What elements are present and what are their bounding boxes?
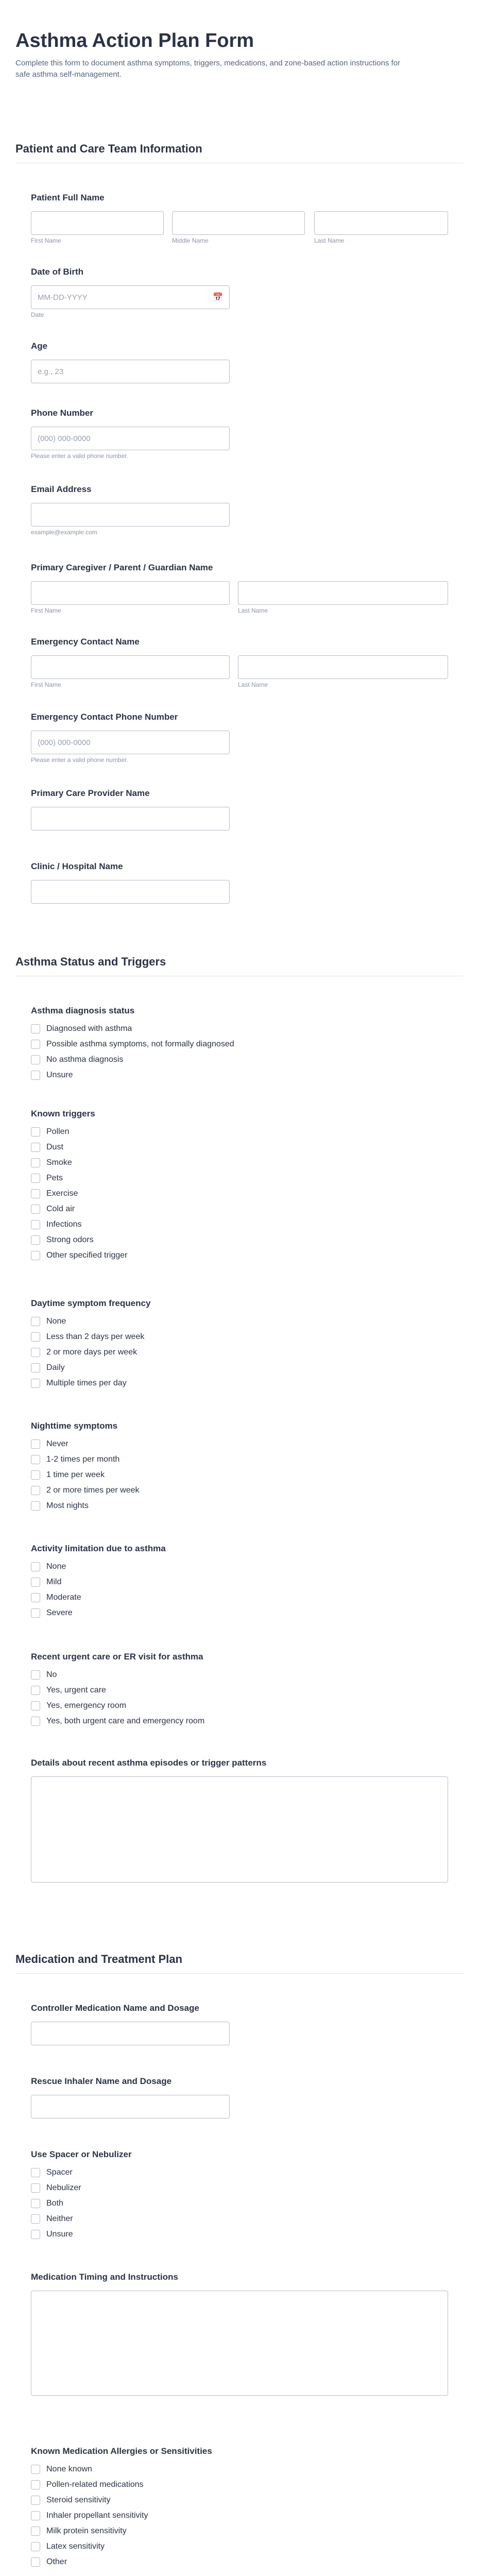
diagnosis-label: Asthma diagnosis status bbox=[31, 1006, 135, 1015]
details-textarea[interactable] bbox=[31, 1776, 448, 1883]
checkbox[interactable] bbox=[31, 1455, 40, 1464]
checkbox[interactable] bbox=[31, 1363, 40, 1372]
checkbox[interactable] bbox=[31, 1174, 40, 1183]
section-patient-title: Patient and Care Team Information bbox=[15, 142, 202, 155]
checkbox[interactable] bbox=[31, 1235, 40, 1245]
checkbox-option-label: 2 or more days per week bbox=[46, 1348, 138, 1357]
checkbox[interactable] bbox=[31, 1040, 40, 1049]
checkbox[interactable] bbox=[31, 2557, 40, 2567]
checkbox-option[interactable] bbox=[31, 2214, 73, 2224]
checkbox-option-label: No asthma diagnosis bbox=[46, 1055, 124, 1064]
checkbox-option[interactable] bbox=[31, 1470, 105, 1480]
timing-textarea[interactable] bbox=[31, 2291, 448, 2396]
calendar-icon[interactable]: 📅 bbox=[213, 293, 223, 302]
checkbox-option[interactable] bbox=[31, 1348, 137, 1357]
checkbox[interactable] bbox=[31, 2199, 40, 2208]
checkbox-option[interactable] bbox=[31, 1578, 61, 1587]
first-name-input[interactable] bbox=[31, 211, 164, 235]
checkbox-option[interactable] bbox=[31, 2496, 111, 2505]
checkbox-option-label: Inhaler propellant sensitivity bbox=[46, 2511, 148, 2520]
checkbox[interactable] bbox=[31, 1317, 40, 1326]
dob-input[interactable] bbox=[31, 285, 230, 309]
checkbox-option-label: None bbox=[46, 1562, 66, 1571]
checkbox-option-label: Moderate bbox=[46, 1593, 81, 1602]
checkbox-option[interactable] bbox=[31, 1686, 106, 1695]
checkbox[interactable] bbox=[31, 1024, 40, 1033]
checkbox[interactable] bbox=[31, 2465, 40, 2474]
caregiver-last-sublabel: Last Name bbox=[238, 607, 268, 614]
caregiver-first-sublabel: First Name bbox=[31, 607, 61, 614]
section-divider bbox=[15, 1973, 464, 1974]
emergency-last-input[interactable] bbox=[238, 655, 448, 679]
email-help: example@example.com bbox=[31, 529, 97, 536]
middle-name-input[interactable] bbox=[172, 211, 305, 235]
checkbox[interactable] bbox=[31, 2511, 40, 2520]
checkbox-option-label: Yes, both urgent care and emergency room bbox=[46, 1717, 205, 1725]
checkbox-option[interactable] bbox=[31, 1040, 234, 1049]
checkbox[interactable] bbox=[31, 1143, 40, 1152]
checkbox[interactable] bbox=[31, 2183, 40, 2193]
middle-name-sublabel: Middle Name bbox=[172, 237, 209, 244]
checkbox-option[interactable] bbox=[31, 1379, 127, 1388]
checkbox[interactable] bbox=[31, 1127, 40, 1137]
checkbox-option[interactable] bbox=[31, 1439, 69, 1449]
checkbox-option-label: Infections bbox=[46, 1220, 82, 1229]
checkbox[interactable] bbox=[31, 2214, 40, 2224]
emergency-last-sublabel: Last Name bbox=[238, 681, 268, 688]
checkbox-option-label: Pollen bbox=[46, 1127, 70, 1136]
emergency-first-sublabel: First Name bbox=[31, 681, 61, 688]
checkbox[interactable] bbox=[31, 1608, 40, 1618]
checkbox[interactable] bbox=[31, 1470, 40, 1480]
checkbox-option[interactable] bbox=[31, 2542, 105, 2551]
checkbox-option[interactable] bbox=[31, 1670, 57, 1680]
checkbox-option[interactable] bbox=[31, 1501, 89, 1511]
phone-help: Please enter a valid phone number. bbox=[31, 452, 128, 460]
checkbox[interactable] bbox=[31, 2542, 40, 2551]
checkbox-option-label: Spacer bbox=[46, 2168, 73, 2177]
caregiver-label: Primary Caregiver / Parent / Guardian Name bbox=[31, 563, 213, 572]
checkbox[interactable] bbox=[31, 2168, 40, 2177]
checkbox-option[interactable] bbox=[31, 1158, 72, 1167]
last-name-sublabel: Last Name bbox=[314, 237, 345, 244]
checkbox-option-label: Severe bbox=[46, 1608, 73, 1617]
checkbox-option-label: Steroid sensitivity bbox=[46, 2496, 111, 2504]
checkbox-option[interactable] bbox=[31, 1220, 81, 1229]
checkbox[interactable] bbox=[31, 1439, 40, 1449]
age-input[interactable]: e.g., 23 bbox=[31, 360, 230, 383]
checkbox-option[interactable] bbox=[31, 1174, 63, 1183]
controller-label: Controller Medication Name and Dosage bbox=[31, 2003, 199, 2013]
checkbox[interactable] bbox=[31, 1701, 40, 1710]
checkbox-option-label: 1-2 times per month bbox=[46, 1455, 120, 1464]
emergency-name-label: Emergency Contact Name bbox=[31, 637, 140, 647]
timing-label: Medication Timing and Instructions bbox=[31, 2272, 178, 2282]
checkbox-option-label: Yes, emergency room bbox=[46, 1701, 127, 1710]
emergency-first-input[interactable] bbox=[31, 655, 230, 679]
checkbox-option[interactable] bbox=[31, 2527, 127, 2536]
checkbox-option[interactable] bbox=[31, 2168, 73, 2177]
checkbox-option-label: Unsure bbox=[46, 1071, 73, 1079]
checkbox-option-label: Milk protein sensitivity bbox=[46, 2527, 127, 2535]
checkbox[interactable] bbox=[31, 1071, 40, 1080]
caregiver-last-input[interactable] bbox=[238, 581, 448, 605]
checkbox-option-label: Most nights bbox=[46, 1501, 89, 1510]
checkbox-option[interactable] bbox=[31, 1332, 144, 1342]
emergency-phone-help: Please enter a valid phone number. bbox=[31, 756, 128, 764]
email-label: Email Address bbox=[31, 484, 92, 494]
checkbox-option-label: 1 time per week bbox=[46, 1470, 105, 1479]
checkbox-option[interactable] bbox=[31, 1608, 73, 1618]
phone-input[interactable]: (000) 000-0000 bbox=[31, 427, 230, 450]
caregiver-first-input[interactable] bbox=[31, 581, 230, 605]
checkbox-option-label: Pollen-related medications bbox=[46, 2480, 144, 2489]
checkbox[interactable] bbox=[31, 1562, 40, 1571]
checkbox-option[interactable] bbox=[31, 1317, 66, 1326]
nighttime-label: Nighttime symptoms bbox=[31, 1421, 118, 1431]
checkbox[interactable] bbox=[31, 1670, 40, 1680]
checkbox-option-label: Yes, urgent care bbox=[46, 1686, 106, 1694]
rescue-input[interactable] bbox=[31, 2095, 230, 2119]
last-name-input[interactable] bbox=[314, 211, 448, 235]
checkbox[interactable] bbox=[31, 1251, 40, 1260]
form-description: Complete this form to document asthma symptoms, triggers, medications, and zone-based action instructions for safe asthma self-management. bbox=[15, 59, 401, 79]
checkbox-option-label: Unsure bbox=[46, 2230, 73, 2239]
provider-label: Primary Care Provider Name bbox=[31, 788, 150, 798]
checkbox[interactable] bbox=[31, 1501, 40, 1511]
checkbox-option-label: Less than 2 days per week bbox=[46, 1332, 145, 1341]
checkbox-option[interactable] bbox=[31, 1701, 126, 1710]
checkbox-option[interactable] bbox=[31, 2183, 81, 2193]
email-input[interactable] bbox=[31, 503, 230, 527]
spacer-label: Use Spacer or Nebulizer bbox=[31, 2149, 132, 2159]
checkbox-option-label: None known bbox=[46, 2465, 92, 2473]
checkbox-option-label: None bbox=[46, 1317, 66, 1326]
checkbox[interactable] bbox=[31, 1717, 40, 1726]
checkbox-option-label: Both bbox=[46, 2199, 63, 2208]
checkbox-option-label: Strong odors bbox=[46, 1235, 94, 1244]
checkbox-option-label: Possible asthma symptoms, not formally diagnosed bbox=[46, 1040, 234, 1048]
checkbox-option-label: 2 or more times per week bbox=[46, 1486, 140, 1495]
checkbox-option[interactable] bbox=[31, 1455, 119, 1464]
checkbox[interactable] bbox=[31, 1332, 40, 1342]
checkbox-option-label: Latex sensitivity bbox=[46, 2542, 105, 2551]
checkbox-option[interactable] bbox=[31, 1486, 140, 1495]
dob-placeholder: MM-DD-YYYY bbox=[38, 293, 88, 302]
checkbox-option[interactable] bbox=[31, 2511, 148, 2520]
checkbox-option[interactable] bbox=[31, 1189, 78, 1198]
age-label: Age bbox=[31, 341, 48, 351]
checkbox-option[interactable] bbox=[31, 2480, 144, 2489]
checkbox-option-label: Multiple times per day bbox=[46, 1379, 127, 1387]
checkbox[interactable] bbox=[31, 2230, 40, 2239]
daytime-label: Daytime symptom frequency bbox=[31, 1298, 151, 1308]
emergency-phone-input[interactable]: (000) 000-0000 bbox=[31, 731, 230, 754]
checkbox-option-label: Never bbox=[46, 1439, 69, 1448]
phone-label: Phone Number bbox=[31, 408, 93, 418]
checkbox-option-label: Mild bbox=[46, 1578, 62, 1586]
checkbox[interactable] bbox=[31, 1205, 40, 1214]
provider-input[interactable] bbox=[31, 807, 230, 831]
checkbox-option[interactable] bbox=[31, 1071, 73, 1080]
checkbox[interactable] bbox=[31, 2527, 40, 2536]
checkbox-option-label: Dust bbox=[46, 1143, 63, 1151]
activity-label: Activity limitation due to asthma bbox=[31, 1544, 166, 1553]
form-title: Asthma Action Plan Form bbox=[15, 30, 254, 52]
checkbox-option-label: Daily bbox=[46, 1363, 65, 1372]
checkbox-option-label: Exercise bbox=[46, 1189, 78, 1198]
clinic-input[interactable] bbox=[31, 880, 230, 904]
checkbox-option-label: Nebulizer bbox=[46, 2183, 81, 2192]
checkbox-option-label: Cold air bbox=[46, 1205, 75, 1213]
checkbox-option-label: Smoke bbox=[46, 1158, 72, 1167]
checkbox-option[interactable] bbox=[31, 1127, 69, 1137]
checkbox[interactable] bbox=[31, 1055, 40, 1064]
checkbox-option[interactable] bbox=[31, 1593, 81, 1602]
emergency-phone-label: Emergency Contact Phone Number bbox=[31, 712, 178, 722]
checkbox[interactable] bbox=[31, 1348, 40, 1357]
checkbox[interactable] bbox=[31, 1593, 40, 1602]
checkbox-option[interactable] bbox=[31, 1717, 204, 1726]
checkbox-option-label: Neither bbox=[46, 2214, 73, 2223]
checkbox-option-label: No bbox=[46, 1670, 57, 1679]
checkbox-option-label: Other specified trigger bbox=[46, 1251, 128, 1260]
first-name-sublabel: First Name bbox=[31, 237, 61, 244]
checkbox-option[interactable] bbox=[31, 2199, 63, 2208]
checkbox[interactable] bbox=[31, 1158, 40, 1167]
section-medication-title: Medication and Treatment Plan bbox=[15, 1953, 182, 1965]
patient-full-name-label: Patient Full Name bbox=[31, 193, 105, 202]
checkbox[interactable] bbox=[31, 1189, 40, 1198]
checkbox-option[interactable] bbox=[31, 1562, 66, 1571]
checkbox[interactable] bbox=[31, 1578, 40, 1587]
checkbox-option[interactable] bbox=[31, 1235, 94, 1245]
triggers-label: Known triggers bbox=[31, 1109, 95, 1118]
checkbox-option-label: Pets bbox=[46, 1174, 63, 1182]
section-status-title: Asthma Status and Triggers bbox=[15, 955, 166, 968]
clinic-label: Clinic / Hospital Name bbox=[31, 861, 123, 871]
allergies-label: Known Medication Allergies or Sensitivities bbox=[31, 2446, 212, 2456]
checkbox-option-label: Diagnosed with asthma bbox=[46, 1024, 132, 1033]
rescue-label: Rescue Inhaler Name and Dosage bbox=[31, 2076, 172, 2086]
checkbox-option[interactable] bbox=[31, 2557, 67, 2567]
checkbox[interactable] bbox=[31, 1486, 40, 1495]
controller-input[interactable] bbox=[31, 2022, 230, 2045]
checkbox-option[interactable] bbox=[31, 1363, 65, 1372]
dob-label: Date of Birth bbox=[31, 267, 83, 277]
checkbox[interactable] bbox=[31, 2496, 40, 2505]
checkbox-option[interactable] bbox=[31, 2465, 92, 2474]
checkbox-option[interactable] bbox=[31, 1024, 132, 1033]
dob-sublabel: Date bbox=[31, 311, 44, 318]
checkbox-option[interactable] bbox=[31, 1205, 75, 1214]
checkbox-option[interactable] bbox=[31, 1143, 63, 1152]
details-label: Details about recent asthma episodes or trigger patterns bbox=[31, 1758, 267, 1768]
checkbox[interactable] bbox=[31, 1379, 40, 1388]
checkbox[interactable] bbox=[31, 1220, 40, 1229]
checkbox[interactable] bbox=[31, 2480, 40, 2489]
checkbox[interactable] bbox=[31, 1686, 40, 1695]
checkbox-option[interactable] bbox=[31, 2230, 73, 2239]
urgent-label: Recent urgent care or ER visit for asthma bbox=[31, 1652, 203, 1662]
checkbox-option[interactable] bbox=[31, 1251, 127, 1260]
checkbox-option[interactable] bbox=[31, 1055, 123, 1064]
checkbox-option-label: Other bbox=[46, 2557, 67, 2566]
